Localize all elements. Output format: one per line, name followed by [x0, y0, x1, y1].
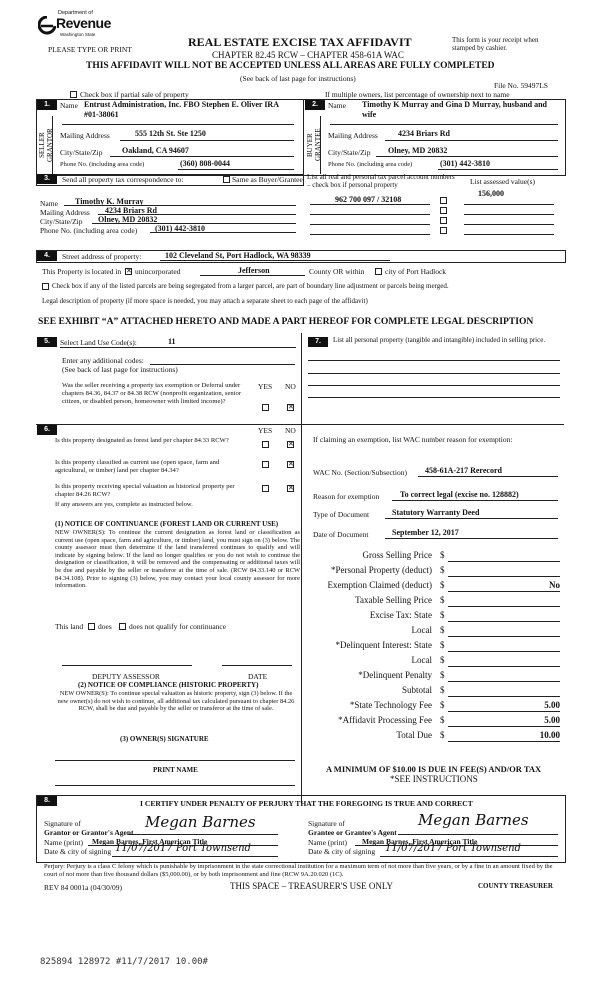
corr-city-label: City/State/Zip [40, 217, 83, 226]
tax-row-dollar: $ [440, 730, 445, 740]
see-instructions-note: *SEE INSTRUCTIONS [390, 774, 478, 784]
county-or-within: County OR within [309, 267, 365, 276]
s6-yes-header: YES [258, 426, 273, 435]
corr-address-label: Mailing Address [40, 208, 90, 217]
dor-logo [38, 10, 111, 40]
does-label: does [98, 622, 112, 631]
exemption-reason-label: Reason for exemption [313, 492, 380, 501]
grantee-agent-label: Grantee or Grantee's Agent [308, 828, 397, 837]
section-7-number: 7. [308, 337, 328, 347]
tax-row-label: *Delinquent Penalty [358, 670, 432, 680]
logo-state: Washington State [60, 32, 96, 37]
tax-row-label: *Personal Property (deduct) [331, 565, 432, 575]
buyer-address-label: Mailing Address [328, 131, 378, 140]
print-name-label: PRINT NAME [153, 766, 198, 774]
this-land-label: This land [55, 622, 84, 631]
land-use-label: Select Land Use Code(s): [60, 338, 137, 347]
seller-city-label: City/State/Zip [60, 148, 103, 157]
additional-codes-label: Enter any additional codes: [62, 356, 144, 365]
s5-yes-header: YES [258, 382, 273, 391]
personal-property-checkbox-2[interactable] [440, 207, 447, 214]
tax-row-dollar: $ [440, 685, 445, 695]
buyer-side-label: BUYER GRANTEE [306, 128, 322, 162]
please-type: PLEASE TYPE OR PRINT [48, 45, 132, 54]
legal-description-label: Legal description of property (if more space is needed, you may attach a separate sheet to each page of the affidavit) [42, 297, 368, 305]
seller-name-label: Name [60, 101, 78, 110]
tax-row [305, 550, 560, 566]
section-1-number: 1. [37, 100, 57, 110]
section-2-number: 2. [305, 100, 325, 110]
s6-no-header: NO [285, 426, 296, 435]
buyer-name-label: Name [328, 101, 346, 110]
tax-row [305, 655, 560, 671]
tax-row-label: Gross Selling Price [362, 550, 432, 560]
corr-phone[interactable]: (301) 442-3810 [155, 224, 205, 233]
wac-number-label: WAC No. (Section/Subsection) [313, 468, 407, 477]
seller-phone[interactable]: (360) 808-0044 [180, 159, 230, 168]
located-in-label: This Property is located in [42, 267, 122, 276]
corr-phone-label: Phone No. (including area code) [40, 226, 138, 235]
exemption-wac-label: If claiming an exemption, list WAC number reason for exemption: [313, 435, 513, 444]
tax-row [305, 730, 560, 746]
current-use-no-checkbox[interactable]: ✕ [288, 460, 294, 468]
tax-row-label: Taxable Selling Price [355, 595, 432, 605]
current-use-yes-checkbox[interactable] [262, 461, 269, 468]
notice-compliance-title: (2) NOTICE OF COMPLIANCE (HISTORIC PROPERTY) [78, 681, 259, 689]
corr-city[interactable]: Olney, MD 20832 [98, 215, 158, 224]
grantor-sig-label: Signature of [44, 819, 81, 828]
tax-row-dollar: $ [440, 655, 445, 665]
exhibit-a-line: SEE EXHIBIT “A” ATTACHED HERETO AND MADE A PART HEREOF FOR COMPLETE LEGAL DESCRIPTION [38, 316, 534, 327]
tax-row-label: Subtotal [401, 685, 432, 695]
grantor-date-label: Date & city of signing [44, 847, 112, 856]
partial-sale-checkbox[interactable] [70, 91, 77, 98]
grantor-signature[interactable]: Megan Barnes [145, 813, 256, 831]
grantor-name-label: Name (print) [44, 838, 83, 847]
forest-land-question: Is this property designated as forest land per chapter 84.33 RCW? [55, 437, 229, 444]
form-title: REAL ESTATE EXCISE TAX AFFIDAVIT [188, 35, 412, 49]
dor-logo-mark-icon [38, 16, 56, 36]
tax-row [305, 610, 560, 626]
parcel-accounts-label: List all real and personal tax parcel account numbers – check box if personal property [307, 173, 455, 189]
tax-row-dollar: $ [440, 700, 445, 710]
tax-row-label: Total Due [396, 730, 432, 740]
rev-number: REV 84 0001a (04/30/09) [44, 883, 122, 892]
notice-compliance-body: NEW OWNER(S): To continue special valuation as historic property, sign (3) below. If the new owner(s) do not wish to continue, all additional tax calculated pursuant to chapter 84.26 RCW, shall be due and payable by the seller or transferor at the time of sale. [57, 690, 295, 713]
document-date[interactable]: September 12, 2017 [392, 528, 459, 537]
owner-signature-label: (3) OWNER(S) SIGNATURE [120, 735, 209, 743]
grantee-date-city[interactable]: 11/07/2017 Port Townsend [385, 843, 521, 854]
city-checkbox[interactable] [375, 268, 382, 275]
section-4-number: 4. [37, 251, 57, 261]
current-use-question: Is this property classified as current use (open space, farm and agricultural, or timber) land per chapter 84.34? [55, 459, 220, 474]
tax-row [305, 640, 560, 656]
grantor-date-city[interactable]: 11/07/2017 Port Townsend [115, 843, 251, 854]
same-as-buyer-label: Same as Buyer/Grantee [232, 175, 303, 184]
tax-row-label: *Affidavit Processing Fee [338, 715, 432, 725]
tax-row [305, 670, 560, 686]
personal-property-checkbox-4[interactable] [440, 227, 447, 234]
tax-row-value[interactable]: 10.00 [539, 730, 560, 740]
unincorporated-checkbox[interactable]: ✕ [126, 267, 132, 275]
same-as-buyer-checkbox[interactable] [223, 176, 230, 183]
historic-no-checkbox[interactable]: ✕ [288, 484, 294, 492]
seller-phone-label: Phone No. (including area code) [60, 161, 145, 168]
assessor-date-label: DATE [248, 672, 268, 681]
section-6-number: 6. [37, 425, 57, 435]
tax-row-label: *State Technology Fee [349, 700, 432, 710]
section-5-number: 5. [37, 337, 57, 347]
assessed-value[interactable]: 156,000 [478, 189, 504, 198]
tax-table [305, 550, 560, 790]
personal-property-label: List all personal property (tangible and intangible) included in selling price. [333, 336, 546, 344]
grantee-date-label: Date & city of signing [308, 847, 376, 856]
see-back-header: (See back of last page for instructions) [240, 74, 356, 83]
tax-row [305, 685, 560, 701]
perjury-notice: Perjury: Perjury is a class C felony which is punishable by imprisonment in the state correctional institution for a maximum term of not more than five years, or by a fine in an amount fixed by the court of not more than five thousand dollars ($5,000.00), or by both imprisonment and fine (RCW 9A.20.020 (1C). [44, 863, 553, 878]
tax-row-dollar: $ [440, 610, 445, 620]
assessed-values-label: List assessed value(s) [470, 177, 535, 186]
tax-row-label: Local [411, 655, 432, 665]
seller-address-label: Mailing Address [60, 131, 110, 140]
personal-property-checkbox-1[interactable] [440, 197, 447, 204]
tax-row-dollar: $ [440, 565, 445, 575]
notice-continuance-title: (1) NOTICE OF CONTINUANCE (FOREST LAND OR CURRENT USE) [55, 520, 279, 528]
treasurer-space: THIS SPACE – TREASURER'S USE ONLY [230, 881, 394, 891]
tax-row-label: Exemption Claimed (deduct) [327, 580, 432, 590]
tax-row-label: Local [411, 625, 432, 635]
tax-row-label: *Delinquent Interest: State [335, 640, 432, 650]
additional-codes-see-back: (See back of last page for instructions) [62, 365, 178, 374]
file-number: File No. 59497LS [494, 81, 548, 90]
s5-no-header: NO [285, 382, 296, 391]
county-treasurer-label: COUNTY TREASURER [478, 882, 553, 890]
corr-name[interactable]: Timothy K. Murray [75, 197, 144, 206]
tax-row [305, 580, 560, 596]
street-label: Street address of property: [62, 252, 142, 261]
segregated-checkbox[interactable] [42, 283, 49, 290]
personal-property-checkbox-3[interactable] [440, 217, 447, 224]
city-of-label: city of Port Hadlock [385, 267, 447, 276]
document-date-label: Date of Document [313, 530, 369, 539]
corr-address[interactable]: 4234 Briars Rd [105, 206, 157, 215]
warning-banner: THIS AFFIDAVIT WILL NOT BE ACCEPTED UNLESS ALL AREAS ARE FULLY COMPLETED [86, 61, 495, 71]
tax-row [305, 565, 560, 581]
does-checkbox[interactable] [88, 623, 95, 630]
if-yes-note: If any answers are yes, complete as instructed below. [55, 501, 193, 508]
seller-side-label: SELLER GRANTOR [38, 128, 54, 162]
grantee-sig-label: Signature of [308, 819, 345, 828]
tax-correspondence-label: Send all property tax correspondence to: [62, 175, 184, 184]
section-3-number: 3. [37, 174, 57, 184]
tax-row [305, 700, 560, 716]
exemption-question: Was the seller receiving a property tax exemption or Deferral under chapters 84.36, 84.37 or 84.38 RCW (nonprofit organization, senior citizen, or disabled person, homeowner with limited income)? [62, 382, 242, 405]
tax-row-dollar: $ [440, 550, 445, 560]
exemption-reason[interactable]: To correct legal (excise no. 128882) [400, 490, 519, 499]
does-not-label: does not qualify for continuance [129, 622, 227, 631]
section-8-number: 8. [37, 796, 57, 806]
historic-yes-checkbox[interactable] [262, 485, 269, 492]
exemption-yes-checkbox[interactable] [262, 404, 269, 411]
minimum-fee-note: A MINIMUM OF $10.00 IS DUE IN FEE(S) AND/OR TAX [326, 764, 542, 774]
tax-row-dollar: $ [440, 625, 445, 635]
receipt-note: This form is your receipt when stamped by cashier. [452, 36, 539, 52]
form-chapter: CHAPTER 82.45 RCW – CHAPTER 458-61A WAC [212, 50, 404, 60]
wac-number[interactable]: 458-61A-217 Rerecord [425, 466, 502, 475]
does-not-checkbox[interactable] [119, 623, 126, 630]
buyer-address[interactable]: 4234 Briars Rd [398, 129, 450, 138]
document-type[interactable]: Statutory Warranty Deed [392, 508, 480, 517]
buyer-name[interactable]: Timothy K Murray and Gina D Murray, husband and wife [362, 100, 548, 119]
buyer-phone[interactable]: (301) 442-3810 [440, 159, 490, 168]
seller-address[interactable]: 555 12th St. Ste 1250 [135, 129, 206, 138]
county-name[interactable]: Jefferson [238, 266, 270, 275]
tax-row-value[interactable]: No [549, 580, 560, 590]
tax-row [305, 595, 560, 611]
grantor-agent-label: Grantor or Grantor's Agent [44, 828, 134, 837]
grantee-name[interactable]: Megan Barnes, First American Title [362, 837, 478, 846]
buyer-city[interactable]: Olney, MD 20832 [388, 146, 448, 155]
land-use-code[interactable]: 11 [168, 337, 176, 346]
document-type-label: Type of Document [313, 510, 370, 519]
seller-name[interactable]: Entrust Administration, Inc. FBO Stephen E. Oliver IRA #01-38061 [84, 100, 279, 119]
seller-city[interactable]: Oakland, CA 94607 [122, 146, 189, 155]
logo-name: Revenue [56, 15, 111, 31]
parcel-account[interactable]: 962 700 097 / 32108 [335, 195, 402, 204]
segregated-label: Check box if any of the listed parcels are being segregated from a larger parcel, are part of boundary line adjustment or parcels being merged. [52, 282, 449, 290]
tax-row-dollar: $ [440, 580, 445, 590]
tax-row-dollar: $ [440, 715, 445, 725]
tax-row-value[interactable]: 5.00 [544, 715, 560, 725]
unincorporated-label: unincorporated [135, 267, 181, 276]
grantor-name[interactable]: Megan Barnes, First American Title [92, 837, 208, 846]
forest-no-checkbox[interactable]: ✕ [288, 440, 294, 448]
corr-name-label: Name [40, 199, 58, 208]
tax-row [305, 625, 560, 641]
tax-row [305, 715, 560, 731]
cashier-stamp: 825894 128972 #11/7/2017 10.00# [40, 957, 208, 967]
tax-row-value[interactable]: 5.00 [544, 700, 560, 710]
exemption-no-checkbox[interactable]: ✕ [288, 403, 294, 411]
grantee-signature[interactable]: Megan Barnes [418, 811, 529, 829]
logo-dept: Department of [58, 10, 93, 16]
tax-row-dollar: $ [440, 595, 445, 605]
tax-row-dollar: $ [440, 640, 445, 650]
property-street[interactable]: 102 Cleveland St, Port Hadlock, WA 98339 [165, 251, 311, 260]
tax-row-label: Excise Tax: State [369, 610, 432, 620]
buyer-city-label: City/State/Zip [328, 148, 371, 157]
grantee-name-label: Name (print) [308, 838, 347, 847]
historic-question: Is this property receiving special valuation as historical property per chapter 84.26 RCW? [55, 483, 235, 498]
multiple-owners-note: If multiple owners, list percentage of ownership next to name [325, 90, 510, 99]
tax-row-dollar: $ [440, 670, 445, 680]
certify-statement: I CERTIFY UNDER PENALTY OF PERJURY THAT THE FOREGOING IS TRUE AND CORRECT [140, 799, 473, 808]
deputy-assessor-label: DEPUTY ASSESSOR [92, 672, 160, 681]
forest-yes-checkbox[interactable] [262, 441, 269, 448]
partial-sale-label: Check box if partial sale of property [80, 90, 189, 99]
notice-continuance-body: NEW OWNER(S): To continue the current designation as forest land or classification as current use (open space, farm and agriculture, or timber) land, you must sign on (3) below. The county assessor must then determine if the land transferred continues to qualify and will indicate by signing below. If the land no longer qualifies or you do not wish to continue the designation or classification, it will be removed and the compensating or additional taxes will be due and payable by the seller or transferor at the time of sale. (RCW 84.33.140 or RCW 84.34.108). Prior to signing (3) below, you may contact your local county assessor for more information. [55, 529, 300, 590]
buyer-phone-label: Phone No. (including area code) [328, 161, 413, 168]
